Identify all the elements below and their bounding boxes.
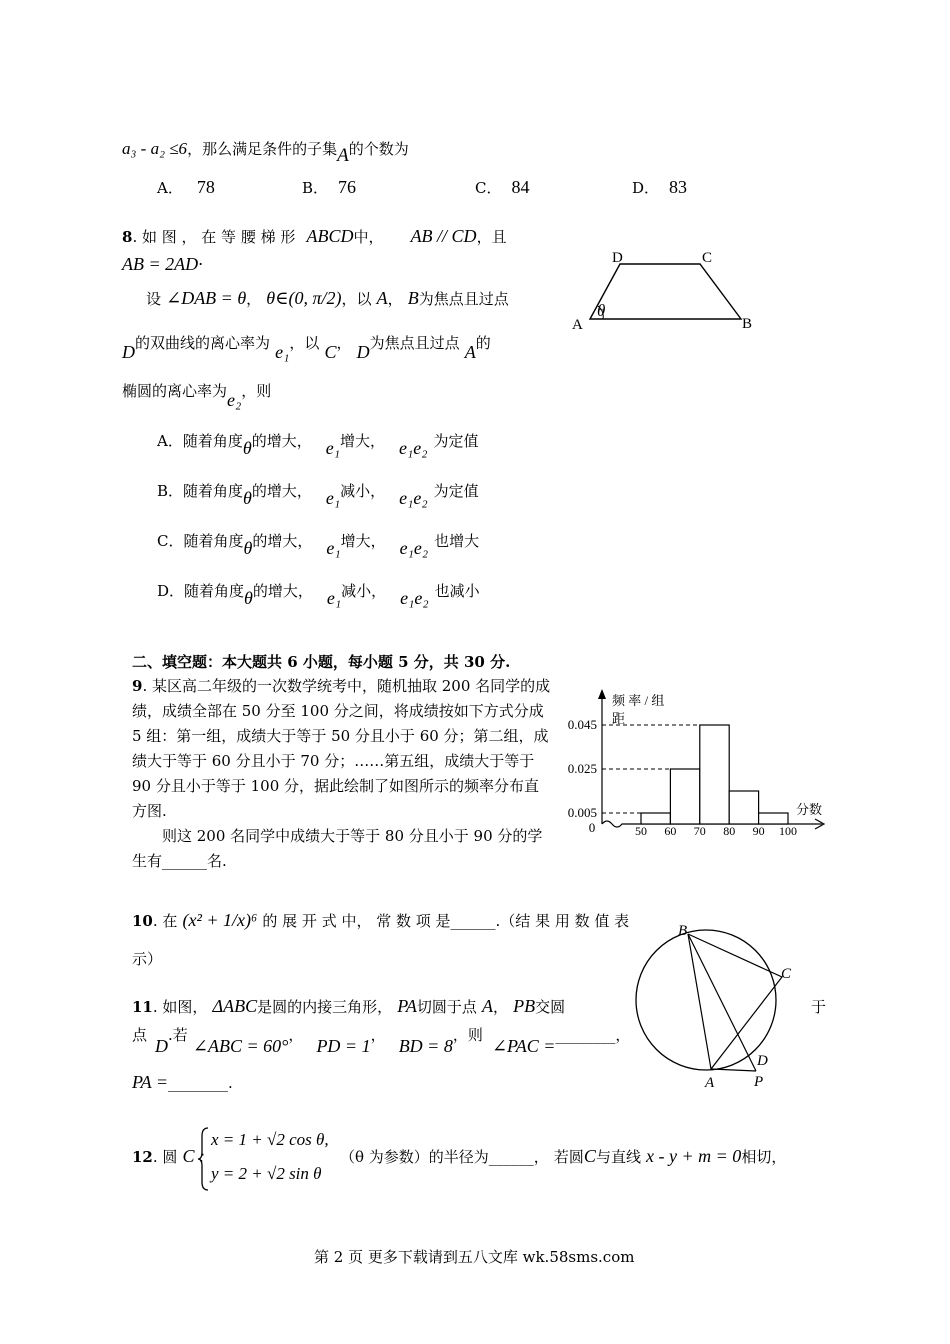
- q10-line2: 示）: [132, 950, 163, 968]
- label-b: B: [742, 316, 753, 332]
- circle-figure: [630, 915, 800, 1090]
- q7-option-c[interactable]: C． 84: [475, 177, 530, 197]
- q7-inequality: a₃ - a₂ ≤6: [122, 139, 188, 158]
- x-axis-label: 分数: [796, 802, 823, 817]
- q7-cond-suffix: 的个数为: [348, 140, 409, 158]
- y-axis-label: 频 率 / 组: [612, 693, 665, 708]
- frequency-histogram: [560, 685, 840, 850]
- q7-condition: [122, 138, 409, 166]
- q12-eq1: x = 1 + √2 cos θ,: [211, 1130, 329, 1149]
- q8-theta-range: θ∈(0, π/2): [266, 288, 342, 308]
- q8-line4: 椭圆的离心率为e₂，则: [122, 382, 272, 410]
- label-theta: θ: [597, 301, 606, 320]
- label-a: A: [705, 1075, 715, 1090]
- q8-e1: e₁: [275, 342, 290, 362]
- q10-line1: 10. 在 (x² + 1/x)⁶ 的 展 开 式 中， 常 数 项 是______.（结 果 用 数 值 表: [132, 910, 630, 930]
- q11-yu: 于: [811, 998, 827, 1016]
- q8-abcd: ABCD: [306, 226, 354, 246]
- y-axis-label-cont: 距: [612, 711, 626, 726]
- x-tick-label: 100: [779, 824, 797, 838]
- q7-option-d[interactable]: D． 83: [632, 177, 688, 197]
- q8-line2: 设 ∠DAB = θ， θ∈(0, π/2)，以 A， B为焦点且过点: [146, 288, 509, 308]
- label-a: A: [572, 317, 583, 333]
- trapezoid-shape: [590, 264, 741, 319]
- label-p: P: [754, 1074, 764, 1090]
- y-axis-arrow: [598, 689, 606, 699]
- q11-blank-1[interactable]: ________: [555, 1026, 616, 1044]
- q12-number: 12: [132, 1148, 153, 1166]
- q9-paragraph: 9. 某区高二年级的一次数学统考中，随机抽取 200 名同学的成绩，成绩全部在 50 分至 100 分之间，将成绩按如下方式分成 5 组：第一组，成绩大于等于 50 分且小于 60 分；第二组，成绩大于等于 60 分且小于 70 分；……第五组，成绩大于等于 90 分且小于等于 100 分，据此绘制了如图所示的频率分布直方图.: [132, 677, 551, 820]
- q9-number: 9: [132, 677, 143, 695]
- q10-number: 10: [132, 912, 153, 930]
- histogram-bar: [729, 791, 758, 824]
- q11-line1: 11. 如图， ΔABC是圆的内接三角形， PA切圆于点 A， PB交圆: [132, 996, 566, 1016]
- q8-option-b[interactable]: B．随着角度θ的增大， e₁减小， e₁e₂ 为定值: [157, 482, 479, 508]
- q7-option-a[interactable]: A． 78: [157, 177, 215, 197]
- q8-number: 8: [122, 228, 133, 246]
- x-tick-label: 90: [752, 824, 765, 838]
- x-tick-label: 70: [693, 824, 706, 838]
- origin-label: 0: [588, 820, 596, 835]
- system-brace: [198, 1126, 210, 1192]
- x-tick-label: 50: [635, 824, 647, 838]
- section-heading: 二、填空题：本大题共 6 小题，每小题 5 分，共 30 分.: [132, 653, 511, 671]
- q7-set-a: A: [337, 145, 349, 166]
- q12-eq2: y = 2 + √2 sin θ: [211, 1164, 322, 1183]
- q11-line2: 点D.若 ∠ABC = 60°， PD = 1， BD = 8，则 ∠PAC =________，: [132, 1026, 631, 1056]
- histogram-bar: [670, 769, 699, 824]
- q11-line3: PA =________.: [132, 1072, 233, 1092]
- label-b: B: [678, 923, 688, 939]
- y-tick-label: 0.005: [567, 805, 597, 820]
- circumcircle: [636, 930, 776, 1070]
- tangent-pa: [711, 1069, 756, 1071]
- q11-blank-2[interactable]: ________.: [168, 1074, 233, 1092]
- x-tick-label: 80: [723, 824, 736, 838]
- q8-parallel: AB // CD: [410, 226, 477, 246]
- x-tick-label: 60: [664, 824, 677, 838]
- histogram-bar: [759, 813, 788, 824]
- histogram-bar: [700, 725, 729, 824]
- q9-question: 则这 200 名同学中成绩大于等于 80 分且小于 90 分的学生有______名.: [132, 827, 543, 870]
- triangle-abc: [688, 934, 782, 1069]
- q8-ab2ad: AB = 2AD·: [122, 254, 203, 274]
- y-tick-label: 0.045: [567, 717, 597, 732]
- q8-line3: D的双曲线的离心率为 e₁，以 C， D为焦点且过点 A的: [122, 334, 491, 362]
- q8-e2: e₂: [227, 390, 242, 410]
- label-d: D: [757, 1053, 768, 1069]
- trapezoid-figure: [565, 240, 765, 340]
- q8-line1: 8. 如 图 ， 在 等 腰 梯 形 ABCD中， AB // CD，且: [122, 226, 507, 246]
- histogram-bar: [641, 813, 670, 824]
- q11-number: 11: [132, 998, 153, 1016]
- q10-expression: (x² + 1/x)⁶: [182, 910, 258, 930]
- label-d: D: [612, 250, 623, 266]
- q7-cond-text: ，那么满足条件的子集: [187, 140, 338, 158]
- label-c: C: [781, 966, 792, 982]
- q8-option-d[interactable]: D．随着角度θ的增大， e₁减小， e₁e₂ 也减小: [157, 582, 480, 608]
- label-c: C: [702, 250, 713, 266]
- y-tick-label: 0.025: [567, 761, 597, 776]
- q7-option-b[interactable]: B． 76: [302, 177, 357, 197]
- q12-line: 12. 圆 C :: [132, 1146, 206, 1166]
- q8-angle: ∠DAB = θ: [166, 288, 247, 308]
- q8-option-a[interactable]: A．随着角度θ的增大， e₁增大， e₁e₂ 为定值: [157, 432, 479, 458]
- q12-rest: （θ 为参数）的半径为______， 若圆C与直线 x - y + m = 0相切，: [340, 1146, 787, 1166]
- line-bp: [688, 934, 756, 1071]
- q8-option-c[interactable]: C．随着角度θ的增大， e₁增大， e₁e₂ 也增大: [157, 532, 480, 558]
- page-footer: 第 2 页 更多下载请到五八文库 wk.58sms.com: [314, 1248, 635, 1266]
